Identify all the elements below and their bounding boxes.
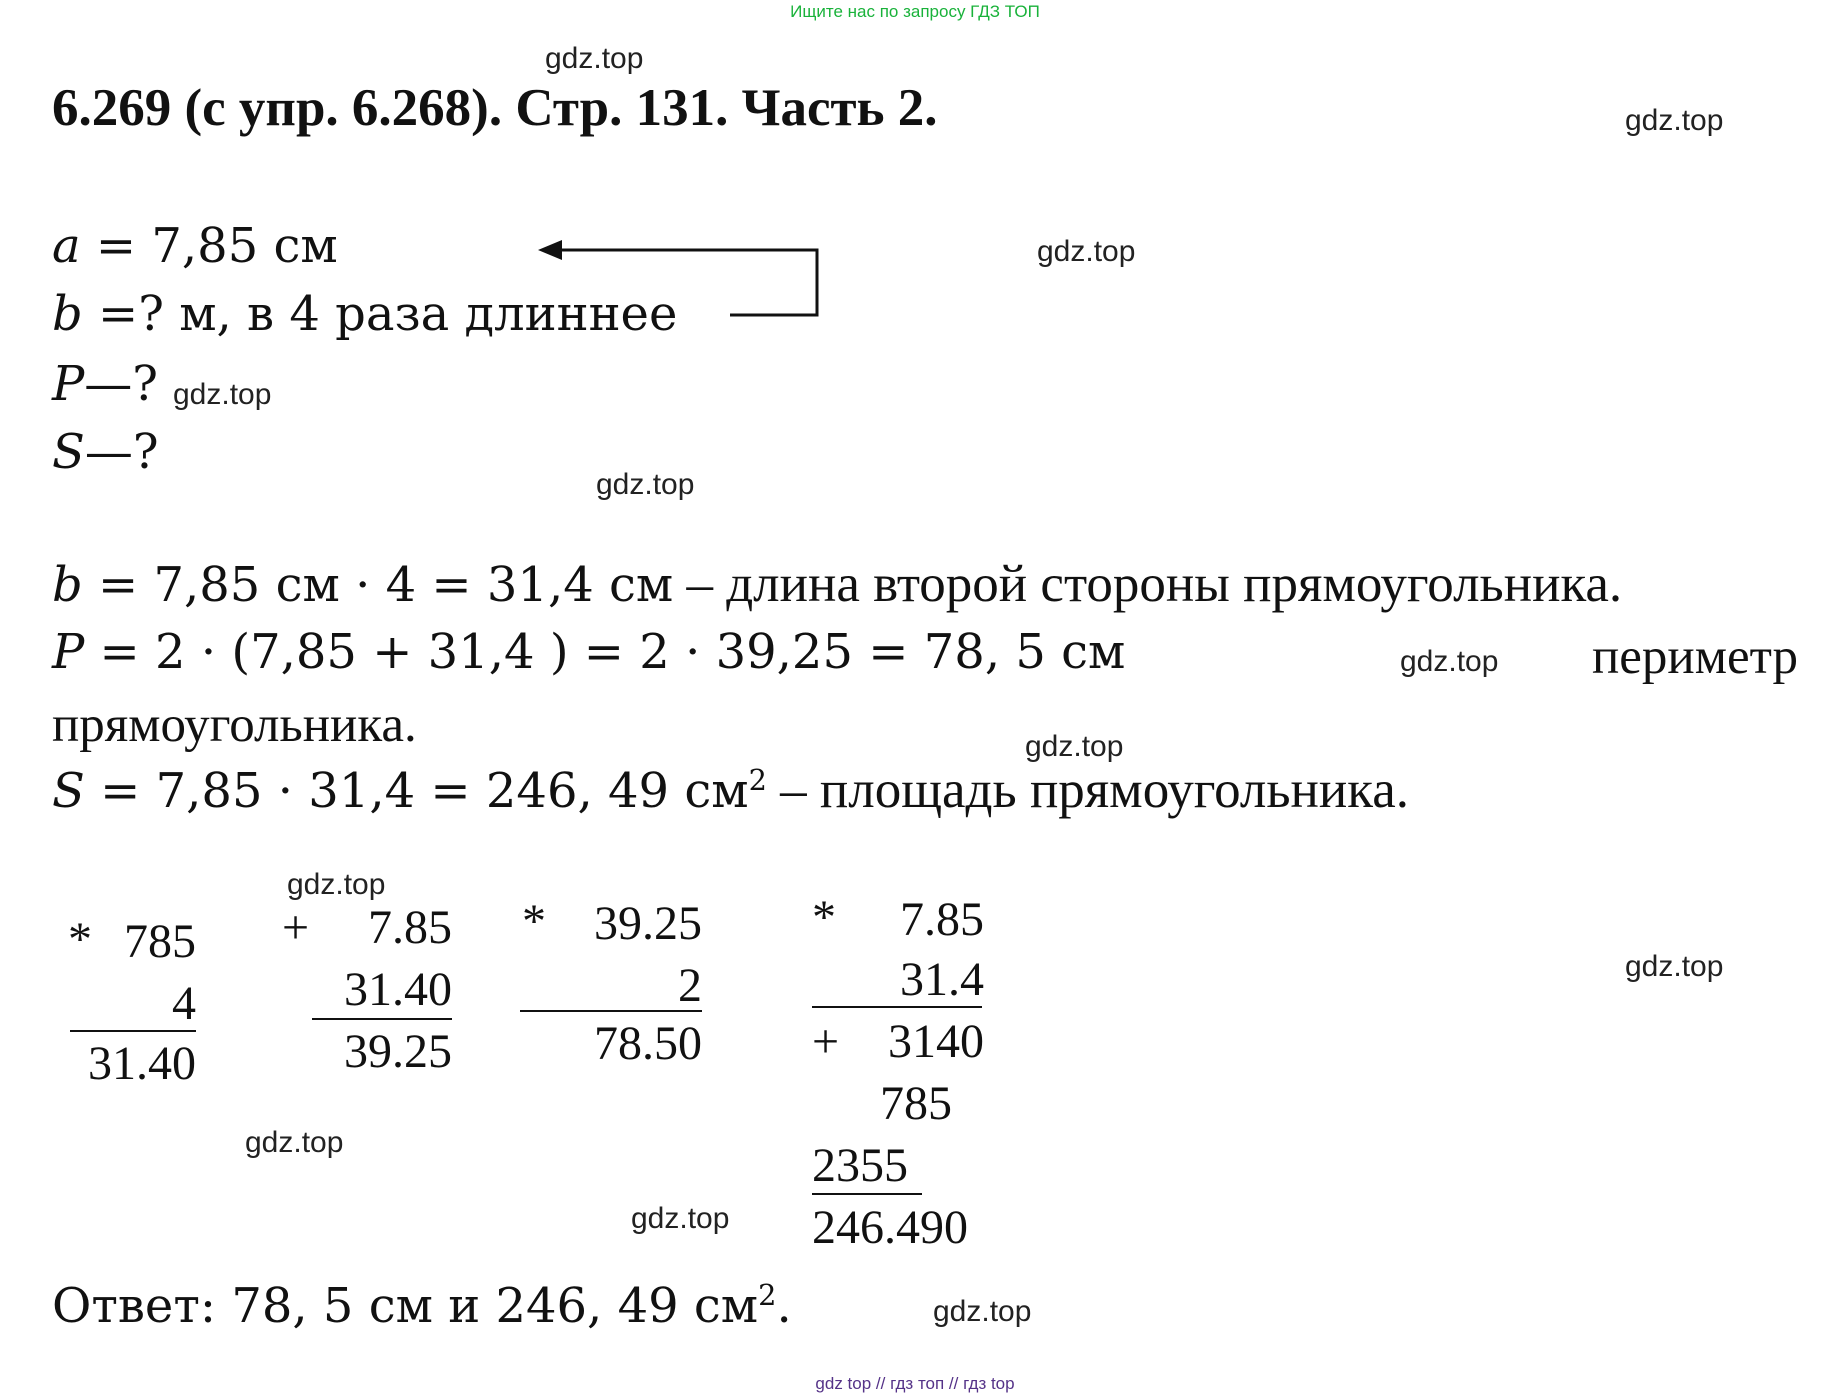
watermark: gdz.top <box>545 42 644 75</box>
bracket-arrow-icon <box>530 225 830 325</box>
top-banner[interactable]: Ищите нас по запросу ГДЗ ТОП <box>790 2 1040 21</box>
column-calc-multiply-2: * 39.25 2 78.50 <box>522 895 702 1070</box>
given-b: b =? м, в 4 раза длиннее <box>52 286 678 342</box>
watermark: gdz.top <box>631 1202 730 1235</box>
watermark: gdz.top <box>1625 950 1724 983</box>
solution-s: S = 7,85 · 31,4 = 246, 49 $см^2$ – площадь прямоугольника. <box>52 761 1409 819</box>
answer: Ответ: 78, 5 см и 246, 49 $см^2$. <box>52 1278 792 1334</box>
watermark: gdz.top <box>596 468 695 501</box>
solution-b: b = 7,85 см · 4 = 31,4 см – длина второй стороны прямоугольника. <box>52 555 1623 613</box>
watermark: gdz.top <box>1400 645 1499 678</box>
footer-links[interactable]: gdz top // гдз топ // гдз top <box>815 1374 1015 1393</box>
column-calc-multiply-1: * 785 4 31.40 <box>68 913 196 1090</box>
watermark: gdz.top <box>1037 235 1136 268</box>
given-a: a = 7,85 см <box>52 218 338 274</box>
given-s: S—? <box>52 424 159 480</box>
given-p: P—? <box>52 356 159 412</box>
watermark: gdz.top <box>287 868 386 901</box>
watermark: gdz.top <box>245 1126 344 1159</box>
solution-p: P = 2 · (7,85 + 31,4 ) = 2 · 39,25 = 78, 5 см <box>52 624 1126 680</box>
watermark: gdz.top <box>1625 104 1724 137</box>
solution-p-text-next: прямоугольника. <box>52 697 417 753</box>
watermark: gdz.top <box>1025 730 1124 763</box>
column-calc-multiply-3: * 7.85 31.4 + 3140 785 2355 246.490 <box>812 891 984 1254</box>
watermark: gdz.top <box>173 378 272 411</box>
page-title: 6.269 (с упр. 6.268). Стр. 131. Часть 2. <box>52 79 938 137</box>
solution-p-text: периметр <box>1592 629 1799 685</box>
watermark: gdz.top <box>933 1295 1032 1328</box>
column-calc-add: + 7.85 31.40 39.25 <box>282 901 452 1078</box>
